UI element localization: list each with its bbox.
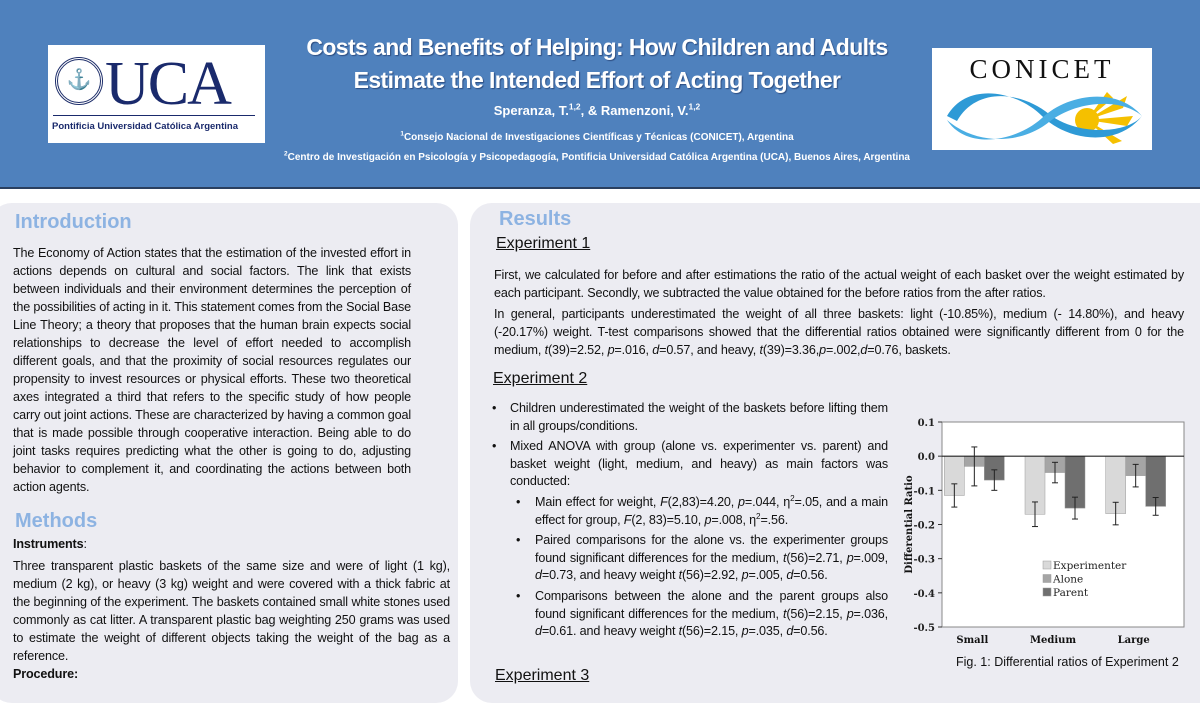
text-segment: =.05, and a main effect for group, (535, 494, 888, 527)
instruments-colon: : (83, 537, 87, 551)
text-segment: d (652, 343, 660, 357)
y-tick-label: -0.5 (913, 623, 935, 634)
uca-logo-subtitle: Pontificia Universidad Católica Argentina (52, 121, 238, 132)
instruments-label: Instruments (13, 537, 84, 551)
text-segment: F (660, 494, 668, 509)
text-segment: p (704, 512, 712, 527)
figure-caption: Fig. 1: Differential ratios of Experiment 2 (956, 655, 1179, 669)
text-segment: (2,83)=4.20, (667, 494, 739, 509)
text-segment: (39)=2.52, (547, 343, 608, 357)
x-tick-label: Large (1117, 635, 1150, 646)
text-segment: 2 (756, 511, 761, 521)
experiment-1-paragraph-1 (494, 266, 1184, 302)
legend-label: Parent (1053, 587, 1089, 599)
text-segment: =0.73, and heavy weight (541, 568, 679, 583)
text-segment: Centro de Investigación en Psicología y Psicopedagogía, Pontificia Universidad Católica Argentina (UCA), Buenos Aires, Argentina (287, 152, 910, 163)
legend-swatch (1043, 561, 1051, 569)
text-segment: =.009, (853, 550, 889, 565)
text-segment: Speranza, T. (493, 103, 569, 118)
legend-label: Alone (1053, 573, 1084, 586)
experiment-2-bullets (488, 400, 888, 644)
text-segment: Children underestimated the weight of the baskets before lifting them in all groups/conditions. (510, 401, 888, 433)
text-segment: p (846, 606, 854, 621)
text-segment: F (623, 512, 632, 527)
text-segment: t (782, 606, 787, 621)
bullet-item (488, 438, 888, 491)
uca-seal-icon: ⚓ (55, 57, 103, 105)
experiment-3-heading: Experiment 3 (495, 667, 590, 684)
uca-logo-mark: UCA (105, 50, 230, 118)
text-segment: p (741, 568, 749, 583)
text-segment: =.56. (760, 512, 789, 527)
text-segment: p (607, 343, 615, 357)
text-segment: =0.76, baskets. (867, 343, 951, 357)
text-segment: d (535, 624, 542, 639)
text-segment: p (819, 343, 826, 357)
experiment-1-heading: Experiment 1 (496, 235, 591, 252)
authors (270, 103, 924, 118)
y-tick-label: 0.1 (917, 418, 935, 429)
y-tick-label: 0.0 (917, 452, 935, 464)
text-segment: p (846, 550, 854, 565)
text-segment: =0.57, and heavy, (659, 343, 760, 357)
text-segment: Paired comparisons for the alone vs. the experimenter groups found significant differences for the medium, (535, 533, 888, 565)
results-heading: Results (499, 208, 572, 230)
conicet-logo-mark: CONICET (969, 54, 1115, 84)
x-tick-label: Medium (1029, 635, 1077, 646)
text-segment: First, we calculated for before and after estimations the ratio of the actual weight of each basket over the weight estimated by each participant. Secondly, we subtracted the value obtained for the before ratios from the after ratios. (494, 268, 1184, 300)
bullet-item (488, 588, 888, 641)
instruments-text: Three transparent plastic baskets of the same size and were of light (1 kg), medium (2 kg), or heavy (3 kg) weight and were covered with a thick fabric at the beginning of the experiment. The baskets contained small white stones used commonly as cat litter. A transparent plastic bag weighting 250 grams was used to estimate the weight of different objects taking the weight of the bag as a reference. (13, 559, 450, 663)
text-segment: 1,2 (688, 101, 701, 112)
text-segment: d (860, 343, 868, 357)
x-tick-label: Small (956, 635, 989, 646)
text-segment: =.044, η (744, 494, 791, 509)
experiment-1-paragraph-2 (494, 305, 1184, 359)
y-tick-label: -0.2 (913, 520, 935, 532)
text-segment: =.002, (825, 343, 861, 357)
text-segment: Main effect for weight, (535, 494, 661, 509)
bullet-item (488, 400, 888, 435)
y-tick-label: -0.3 (913, 554, 935, 566)
poster-title-line-2: Estimate the Intended Effort of Acting Together (353, 67, 841, 93)
poster-title-line-1: Costs and Benefits of Helping: How Children and Adults (306, 34, 888, 60)
text-segment: =.035, (748, 624, 787, 639)
text-segment: Comparisons between the alone and the parent groups also found significant differences for the medium, (535, 588, 888, 621)
text-segment: 1,2 (568, 101, 581, 112)
instruments-block (13, 535, 450, 553)
text-segment: d (535, 568, 542, 583)
procedure-label: Procedure: (13, 667, 78, 681)
text-segment: =.036, (853, 606, 889, 621)
text-segment: t (544, 343, 548, 357)
text-segment: (56)=2.15, (682, 624, 742, 639)
text-segment: , & Ramenzoni, V. (580, 103, 689, 118)
text-segment: 2 (284, 150, 288, 158)
text-segment: =.016, (614, 343, 653, 357)
legend-label: Experimenter (1053, 560, 1127, 572)
legend-swatch (1043, 575, 1051, 583)
poster-header (0, 0, 1200, 189)
text-segment: =0.56. (793, 624, 828, 639)
text-segment: (56)=2.92, (682, 568, 742, 583)
text-segment: =0.61. and heavy weight (541, 624, 679, 639)
text-segment: =.005, (748, 568, 787, 583)
text-segment: Consejo Nacional de Investigaciones Científicas y Técnicas (CONICET), Argentina (403, 132, 794, 143)
legend-swatch (1043, 588, 1051, 596)
introduction-text: The Economy of Action states that the estimation of the invested effort in actions depends on cultural and social factors. The link that exists between individuals and their environment determines the perception of the possibilities of acting in it. This statement comes from the Social Base Line Theory; a theory that proposes that the human brain expects social relationships to decrease the level of effort needed to accomplish different goals, and that the proximity of social resources regulates our propensity to invest resources or physical efforts. These two theoretical axes integrated a third that refers to the specific study of how people carry out joint actions. These are characterized by having a common goal that is made possible through cooperative interaction. Being able to do joint tasks requires predicting what the other is going to do, adjusting behavior to complement it, and coordinating the actions between both action agents. (13, 246, 411, 494)
text-segment: t (759, 343, 763, 357)
introduction-heading: Introduction (15, 211, 132, 233)
text-segment: (56)=2.71, (786, 550, 847, 565)
text-segment: t (678, 624, 683, 639)
affiliation-1 (200, 132, 994, 143)
conicet-logo (932, 48, 1152, 150)
text-segment: In general, participants underestimated the weight of all three baskets: light (-10.85%), medium (- 14.80%), and heavy (-20.17%) weight. T-test comparisons showed that the differential ratios obtained were significantly different from 0 for the medium, (494, 307, 1184, 357)
conicet-infinity-sun-icon (937, 86, 1147, 148)
text-segment: (39)=3.36, (762, 343, 820, 357)
divider (53, 115, 255, 116)
affiliation-2 (200, 152, 994, 163)
bullet-item (488, 494, 888, 529)
differential-ratio-chart (900, 405, 1200, 655)
text-segment: 2 (790, 493, 795, 503)
y-axis-label: Differential Ratio (904, 475, 915, 574)
text-segment: d (786, 624, 794, 639)
text-segment: t (678, 568, 683, 583)
text-segment: =0.56. (793, 568, 828, 583)
text-segment: (2, 83)=5.10, (631, 512, 705, 527)
text-segment: t (782, 550, 787, 565)
text-segment: (56)=2.15, (786, 606, 847, 621)
text-segment: p (738, 494, 745, 509)
text-segment: Mixed ANOVA with group (alone vs. experimenter vs. parent) and basket weight (light, medium, and heavy) as main factors was conducted: (510, 439, 888, 489)
y-tick-label: -0.1 (913, 486, 935, 498)
text-segment: p (741, 624, 749, 639)
uca-logo (48, 45, 265, 143)
bullet-item (488, 532, 888, 585)
y-tick-label: -0.4 (913, 588, 935, 600)
text-segment: =.008, η (711, 512, 757, 527)
methods-heading: Methods (15, 510, 98, 532)
text-segment: 1 (400, 130, 404, 138)
experiment-2-heading: Experiment 2 (493, 370, 588, 387)
text-segment: d (786, 568, 794, 583)
